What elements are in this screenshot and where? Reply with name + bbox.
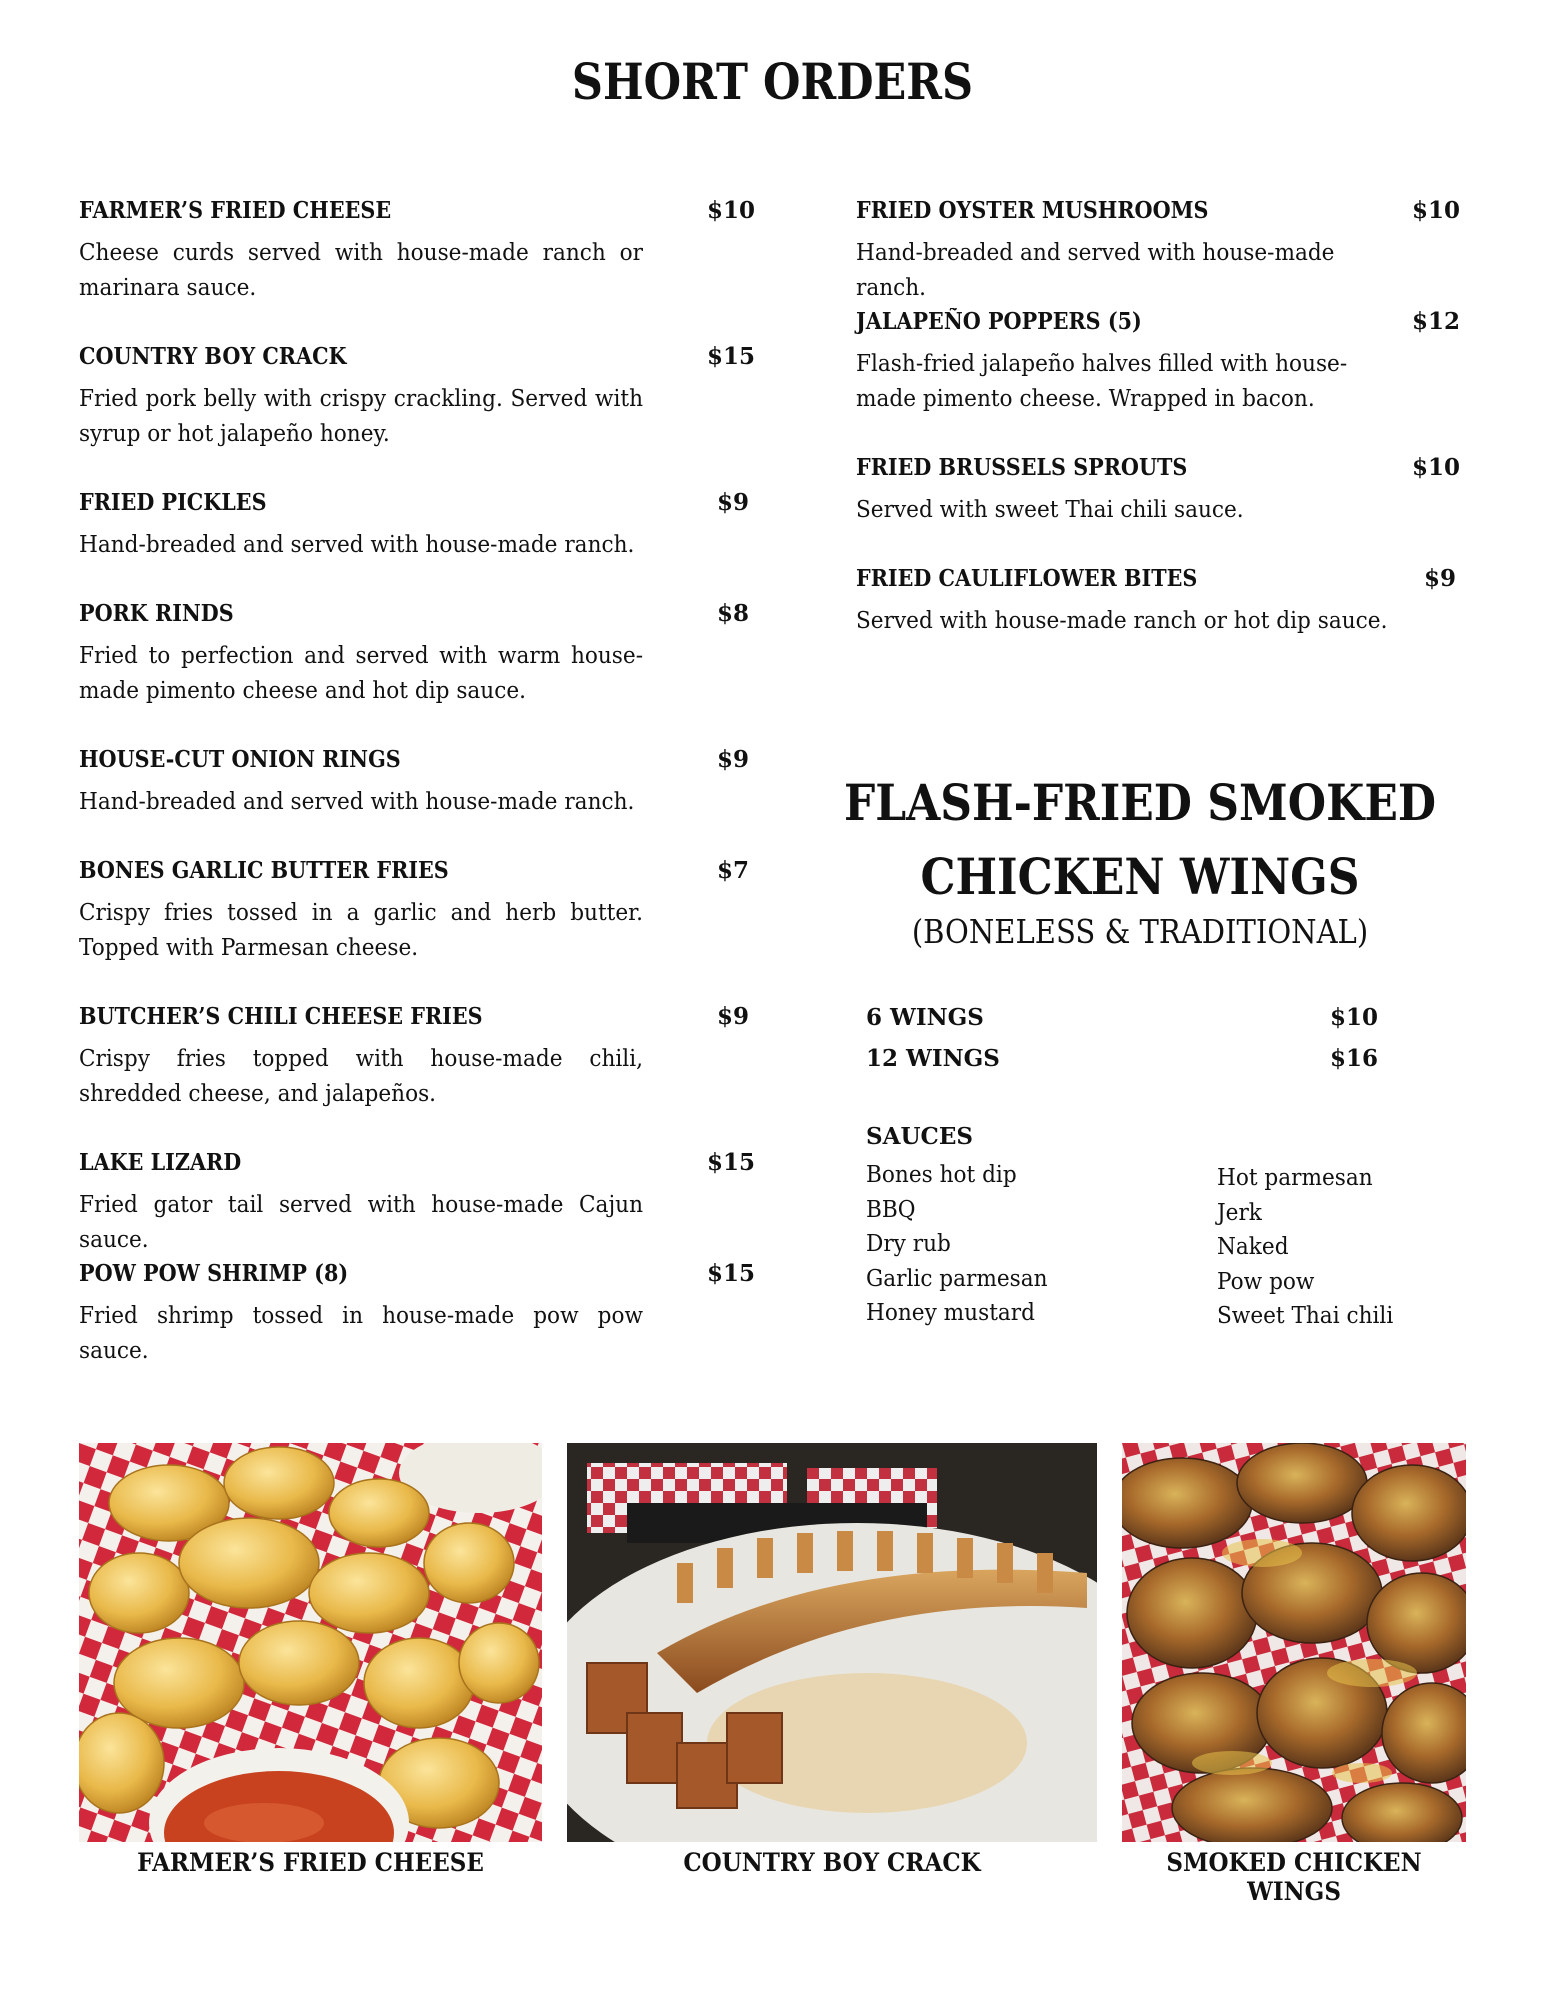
item-description: Fried pork belly with crispy crackling. Served with syrup or hot jalapeño honey. (79, 386, 643, 447)
wings-subtitle: (BONELESS & TRADITIONAL) (911, 912, 1369, 951)
wings-title-line: FLASH-FRIED SMOKED (843, 773, 1437, 832)
item-description: Served with sweet Thai chili sauce. (856, 497, 1244, 523)
item-name: LAKE LIZARD (79, 1149, 242, 1176)
item-description: Cheese curds served with house-made ranch or marinara sauce. (79, 240, 643, 301)
page-title: SHORT ORDERS (571, 52, 974, 111)
wing-option (866, 1045, 1378, 1072)
sauce-item: Sweet Thai chili (1217, 1303, 1394, 1329)
item-description: Fried shrimp tossed in house-made pow pow sauce. (79, 1303, 643, 1364)
menu-item (856, 308, 1460, 417)
item-name: HOUSE-CUT ONION RINGS (79, 746, 401, 773)
sauce-item: Dry rub (866, 1231, 951, 1257)
item-name: FARMER’S FRIED CHEESE (79, 197, 392, 224)
item-name: BUTCHER’S CHILI CHEESE FRIES (79, 1003, 483, 1030)
item-name: FRIED PICKLES (79, 489, 267, 516)
item-name: FRIED OYSTER MUSHROOMS (856, 197, 1209, 224)
menu-item (79, 343, 755, 452)
photo-caption: SMOKED CHICKEN WINGS (1166, 1848, 1422, 1906)
sauce-item: Jerk (1217, 1199, 1262, 1226)
sauce-item: Bones hot dip (866, 1162, 1017, 1188)
wing-option-price: $16 (1329, 1045, 1378, 1072)
item-name: POW POW SHRIMP (8) (79, 1260, 349, 1287)
item-description: Crispy fries topped with house-made chili, shredded cheese, and jalapeños. (79, 1046, 643, 1107)
photo-caption: COUNTRY BOY CRACK (683, 1848, 981, 1877)
item-price: $9 (716, 746, 749, 773)
wing-option-label: 6 WINGS (866, 1004, 984, 1031)
item-price: $10 (1411, 197, 1460, 224)
menu-item (79, 1003, 749, 1112)
item-price: $15 (706, 1260, 755, 1287)
menu-item (79, 857, 749, 966)
sauce-list (1217, 1161, 1393, 1334)
sauce-item: Garlic parmesan (866, 1265, 1048, 1292)
item-price: $9 (1423, 565, 1456, 592)
sauce-item: Hot parmesan (1217, 1165, 1373, 1191)
item-description: Fried to perfection and served with warm house-made pimento cheese and hot dip sauce. (79, 643, 643, 704)
wing-option-price: $10 (1329, 1004, 1378, 1031)
menu-item (856, 197, 1460, 306)
item-description: Hand-breaded and served with house-made ranch. (856, 240, 1335, 301)
sauce-item: Pow pow (1217, 1268, 1315, 1295)
item-price: $9 (716, 489, 749, 516)
item-price: $12 (1411, 308, 1460, 335)
item-description: Served with house-made ranch or hot dip sauce. (856, 608, 1388, 634)
chicken-wings-photo (1122, 1443, 1466, 1842)
item-name: BONES GARLIC BUTTER FRIES (79, 857, 449, 884)
menu-item (79, 1149, 755, 1258)
sauces-title: SAUCES (866, 1123, 973, 1150)
menu-item (856, 565, 1456, 639)
menu-item (79, 600, 749, 709)
item-name: PORK RINDS (79, 600, 234, 627)
menu-item (79, 489, 749, 563)
item-name: FRIED CAULIFLOWER BITES (856, 565, 1198, 592)
item-name: FRIED BRUSSELS SPROUTS (856, 454, 1188, 481)
item-description: Hand-breaded and served with house-made ranch. (79, 532, 635, 558)
sauce-item: BBQ (866, 1196, 916, 1223)
photo-caption: FARMER’S FRIED CHEESE (137, 1848, 484, 1877)
menu-item (79, 1260, 755, 1369)
menu-item (79, 746, 749, 820)
item-price: $10 (706, 197, 755, 224)
item-description: Flash-fried jalapeño halves filled with house-made pimento cheese. Wrapped in bacon. (856, 351, 1348, 412)
pork-belly-photo (567, 1443, 1097, 1842)
sauce-item: Naked (1217, 1234, 1289, 1260)
item-description: Hand-breaded and served with house-made ranch. (79, 789, 635, 815)
wings-title-line: CHICKEN WINGS (920, 847, 1360, 906)
fried-cheese-photo (79, 1443, 542, 1842)
sauce-list (866, 1158, 1048, 1331)
item-description: Fried gator tail served with house-made Cajun sauce. (79, 1192, 643, 1253)
menu-item (79, 197, 755, 306)
wings-section-title (832, 766, 1448, 914)
item-price: $15 (706, 1149, 755, 1176)
item-price: $10 (1411, 454, 1460, 481)
item-name: COUNTRY BOY CRACK (79, 343, 347, 370)
item-price: $15 (706, 343, 755, 370)
sauce-item: Honey mustard (866, 1300, 1035, 1326)
item-name: JALAPEÑO POPPERS (5) (856, 308, 1142, 335)
item-price: $8 (716, 600, 749, 627)
menu-item (856, 454, 1460, 528)
item-price: $9 (716, 1003, 749, 1030)
item-price: $7 (716, 857, 749, 884)
wing-option (866, 1004, 1378, 1031)
wing-option-label: 12 WINGS (866, 1045, 1000, 1072)
item-description: Crispy fries tossed in a garlic and herb butter. Topped with Parmesan cheese. (79, 900, 643, 961)
